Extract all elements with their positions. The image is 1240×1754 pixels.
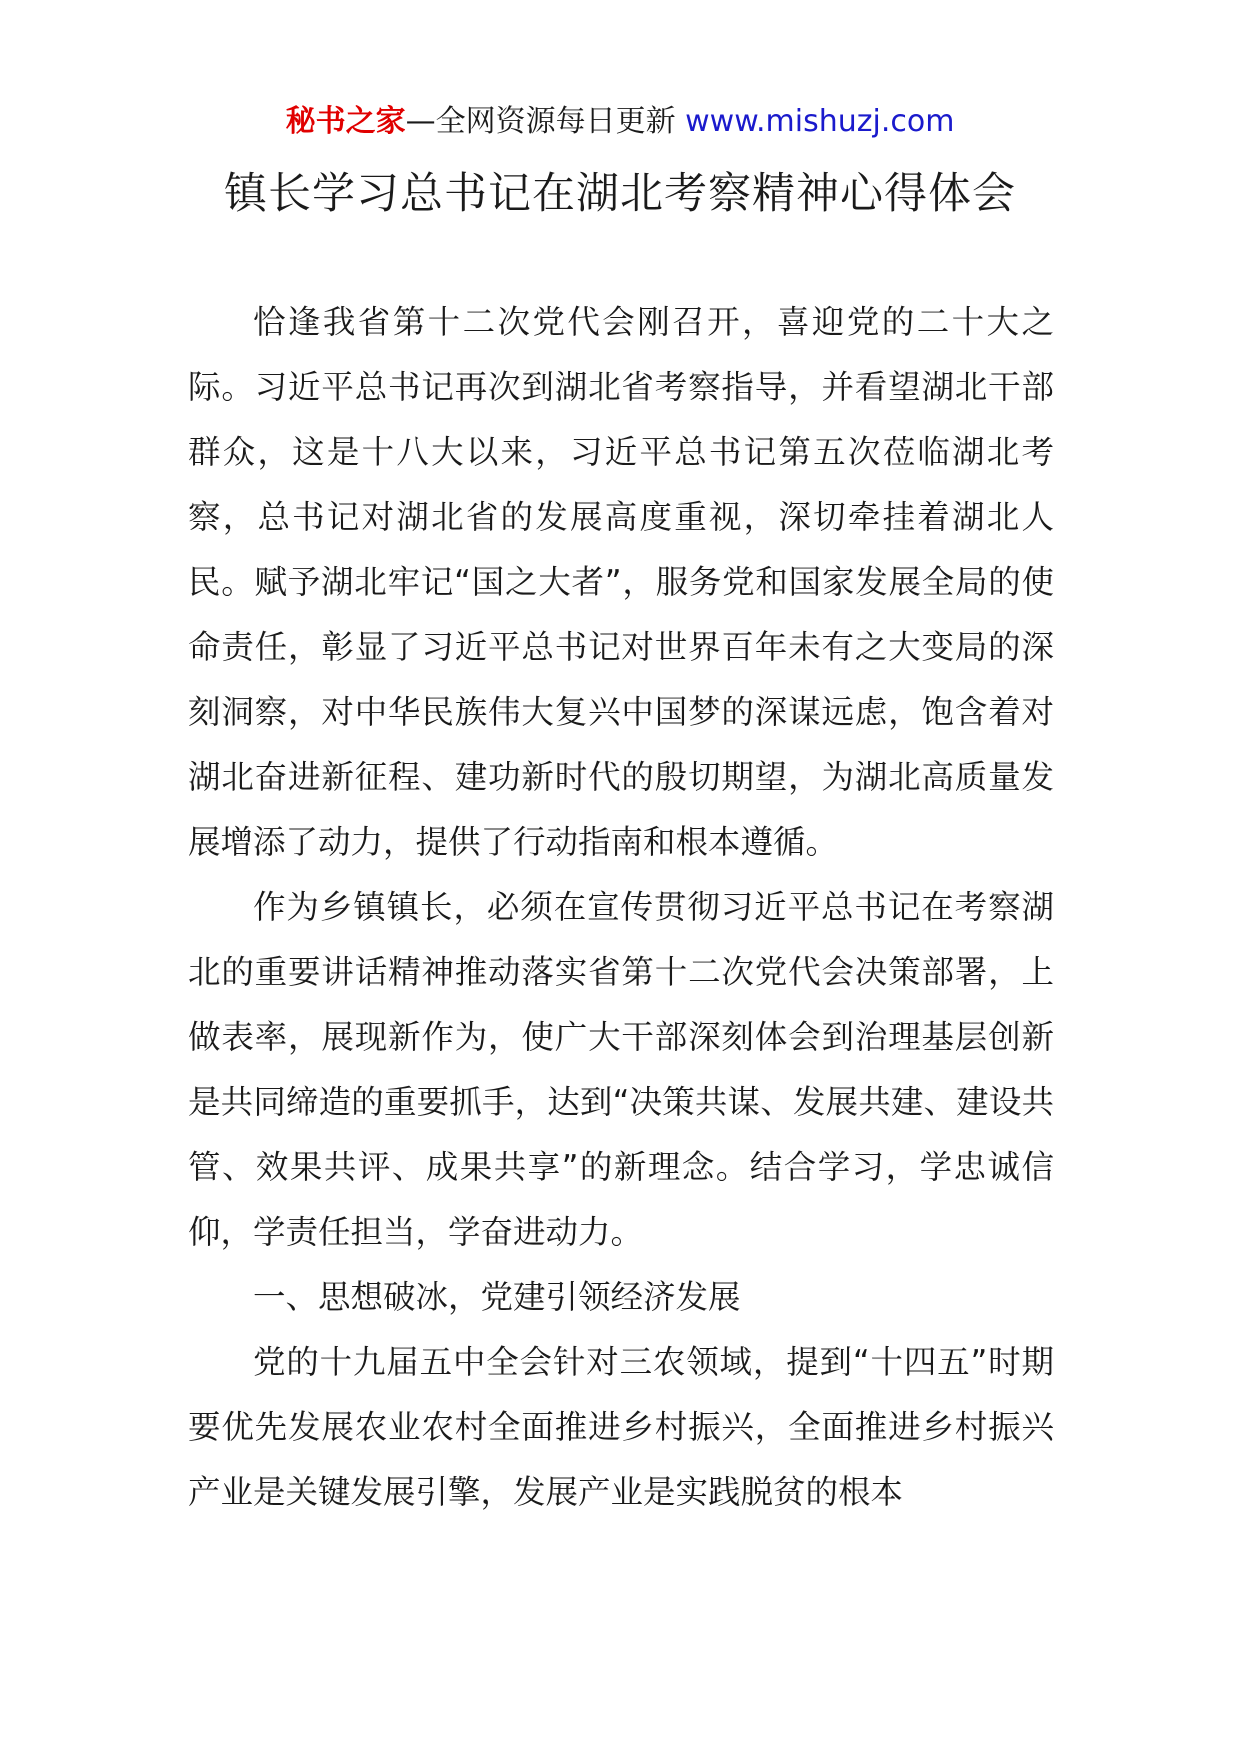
site-brand-name: 秘书之家 (285, 104, 406, 139)
document-title: 镇长学习总书记在湖北考察精神心得体会 (224, 169, 1016, 219)
site-tagline: —全网资源每日更新 (405, 104, 676, 139)
site-url-link[interactable]: www.mishuzj.com (685, 104, 955, 139)
paragraph-role: 作为乡镇镇长，必须在宣传贯彻习近平总书记在考察湖北的重要讲话精神推动落实省第十二次党代会决策部署，上做表率，展现新作为，使广大干部深刻体会到治理基层创新是共同缔造的重要抓手，达到“决策共谋、发展共建、建设共管、效果共评、成果共享”的新理念。结合学习，学忠诚信仰，学责任担当，学奋进动力。 (188, 888, 1054, 1251)
site-banner (0, 100, 1240, 144)
paragraph-intro: 恰逢我省第十二次党代会刚召开，喜迎党的二十大之际。习近平总书记再次到湖北省考察指导，并看望湖北干部群众，这是十八大以来，习近平总书记第五次莅临湖北考察，总书记对湖北省的发展高度重视，深切牵挂着湖北人民。赋予湖北牢记“国之大者”，服务党和国家发展全局的使命责任，彰显了习近平总书记对世界百年未有之大变局的深刻洞察，对中华民族伟大复兴中国梦的深谋远虑，饱含着对湖北奋进新征程、建功新时代的殷切期望，为湖北高质量发展增添了动力，提供了行动指南和根本遵循。 (188, 303, 1054, 861)
document-body (188, 290, 1054, 1525)
section-heading-1: 一、思想破冰，党建引领经济发展 (253, 1278, 741, 1316)
paragraph-section-1: 党的十九届五中全会针对三农领域，提到“十四五”时期要优先发展农业农村全面推进乡村振兴，全面推进乡村振兴产业是关键发展引擎，发展产业是实践脱贫的根本 (188, 1343, 1054, 1511)
